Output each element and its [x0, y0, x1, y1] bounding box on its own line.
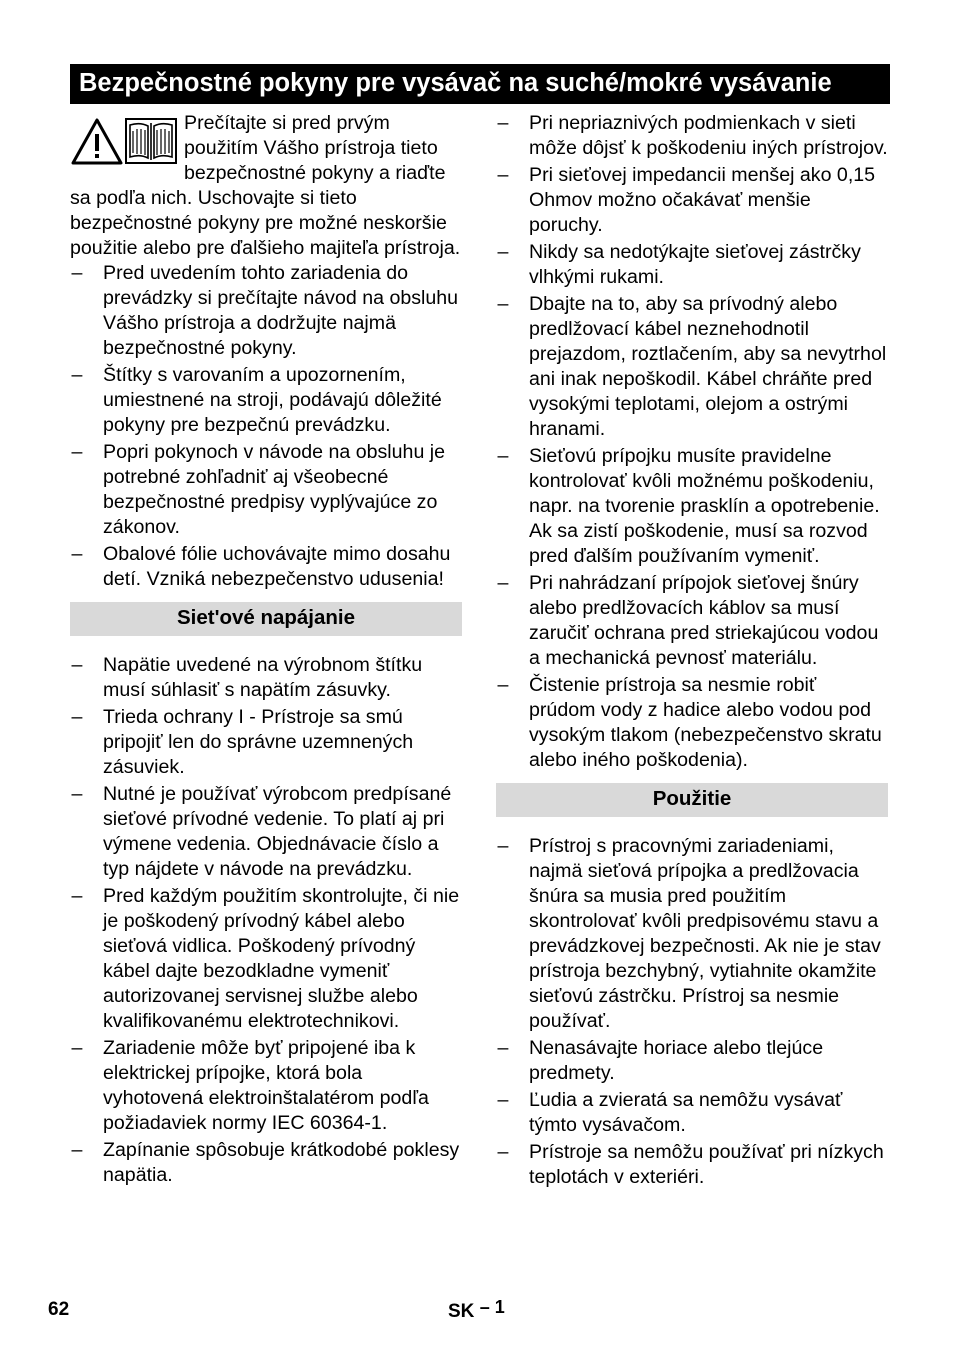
list-item: – Pred každým použitím skontrolujte, či nie je poškodený prívodný kábel alebo sieťová vidlica. Poškodený prívodný kábel dajte bezodkladne vymeniť autorizovanej servisnej službe alebo kvalifikovanému elektrotechnikovi. — [70, 884, 462, 1034]
list-item: – Napätie uvedené na výrobnom štítku musí súhlasiť s napätím zásuvky. — [70, 653, 462, 703]
language-section-marker — [448, 1297, 505, 1323]
general-safety-list — [70, 261, 462, 592]
list-item: – Sieťovú prípojku musíte pravidelne kontrolovať kvôli možnému poškodeniu, napr. na tvorenie prasklín a opotrebenie. Ak sa zistí poškodenie, musí sa rozvod pred ďalším používaním vymeniť. — [496, 444, 888, 569]
list-item: – Pri sieťovej impedancii menšej ako 0,15 Ohmov možno očakávať menšie poruchy. — [496, 163, 888, 238]
list-item: – Nutné je používať výrobcom predpísané sieťové prívodné vedenie. To platí aj pri výmene vedenia. Objednávacie číslo a typ nájdete v návode na prevádzku. — [70, 782, 462, 882]
usage-heading: Použitie — [496, 783, 888, 817]
usage-list — [496, 834, 888, 1190]
list-item: – Ľudia a zvieratá sa nemôžu vysávať týmto vysávačom. — [496, 1088, 888, 1138]
warning-triangle-icon — [73, 120, 121, 163]
list-item: – Prístroj s pracovnými zariadeniami, najmä sieťová prípojka a predlžovacia šnúra sa musia pred použitím skontrolovať kvôli predpisovému stavu a prevádzkovej bezpečnosti. Ak nie je stav prístroja bezchybný, vytiahnite okamžite sieťovú zástrčku. Prístroj sa nesmie používať. — [496, 834, 888, 1034]
left-column — [70, 111, 462, 1190]
list-item: – Popri pokynoch v návode na obsluhu je potrebné zohľadniť aj všeobecné bezpečnostné predpisy vyplývajúce zo zákonov. — [70, 440, 462, 540]
list-item: – Nikdy sa nedotýkajte sieťovej zástrčky vlhkými rukami. — [496, 240, 888, 290]
list-item: – Pri nahrádzaní prípojok sieťovej šnúry alebo predlžovacích káblov sa musí zaručiť ochrana pred striekajúcou vodou a mechanická pevnosť materiálu. — [496, 571, 888, 671]
power-supply-list-continued — [496, 111, 888, 773]
right-column — [496, 111, 888, 1192]
page-number: 62 — [48, 1299, 70, 1320]
power-supply-list — [70, 653, 462, 1188]
list-item: – Zariadenie môže byť pripojené iba k elektrickej prípojke, ktorá bola vyhotovená elektroinštalatérom podľa požiadaviek normy IEC 60364-1. — [70, 1036, 462, 1136]
list-item: – Nenasávajte horiace alebo tlejúce predmety. — [496, 1036, 888, 1086]
list-item: – Obalové fólie uchovávajte mimo dosahu detí. Vzniká nebezpečenstvo udusenia! — [70, 542, 462, 592]
list-item: – Prístroje sa nemôžu používať pri nízkych teplotách v exteriéri. — [496, 1140, 888, 1190]
read-manual-book-icon — [126, 119, 176, 163]
list-item: – Pri nepriaznivých podmienkach v sieti môže dôjsť k poškodeniu iných prístrojov. — [496, 111, 888, 161]
language-code: SK — [448, 1301, 475, 1322]
power-supply-heading: Siet'ové napájanie — [70, 602, 462, 636]
intro-text: Prečítajte si pred prvým použitím Vášho prístroja tieto bezpečnostné pokyny a riaďte sa podľa nich. Uschovajte si tieto bezpečnostné pokyny pre možné neskoršie použitie alebo pre ďalšieho majiteľa prístroja. — [70, 112, 461, 259]
list-item: – Čistenie prístroja sa nesmie robiť prúdom vody z hadice alebo vodou pod vysokým tlakom (nebezpečenstvo skratu alebo iného poškodenia). — [496, 673, 888, 773]
list-item: – Štítky s varovaním a upozornením, umiestnené na stroji, podávajú dôležité pokyny pre bezpečnú prevádzku. — [70, 363, 462, 438]
page-title: Bezpečnostné pokyny pre vysávač na suché/mokré vysávanie — [70, 64, 890, 104]
list-item: – Pred uvedením tohto zariadenia do prevádzky si prečítajte návod na obsluhu Vášho prístroja a dodržujte najmä bezpečnostné pokyny. — [70, 261, 462, 361]
section-reference: – 1 — [479, 1297, 505, 1317]
list-item: – Dbajte na to, aby sa prívodný alebo predlžovací kábel neznehodnotil prejazdom, roztlačením, aby sa nevytrhol ani inak nepoškodil. Kábel chráňte pred vysokými teplotami, olejom a ostrými hranami. — [496, 292, 888, 442]
list-item: – Zapínanie spôsobuje krátkodobé poklesy napätia. — [70, 1138, 462, 1188]
safety-icons — [70, 117, 178, 167]
list-item: – Trieda ochrany I - Prístroje sa smú pripojiť len do správne uzemnených zásuviek. — [70, 705, 462, 780]
